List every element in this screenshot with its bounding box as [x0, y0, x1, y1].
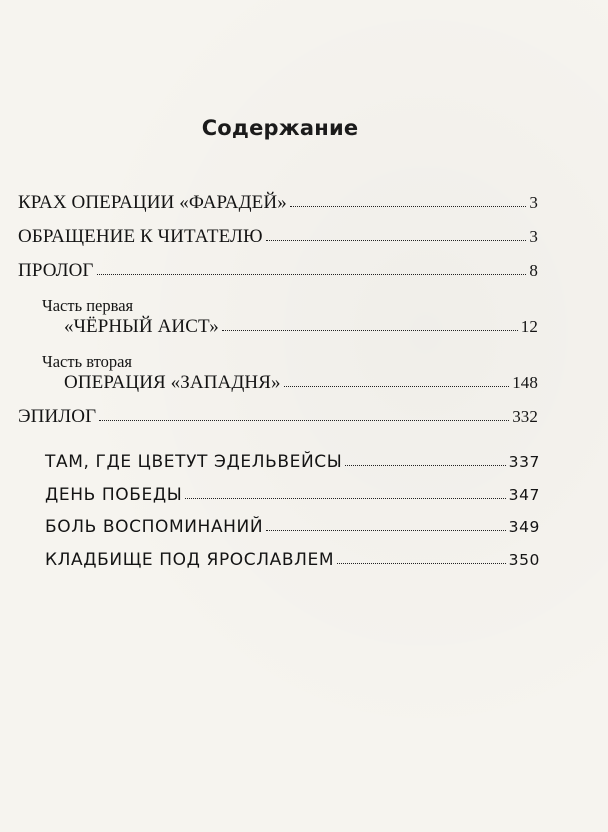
toc-entry-page: 349: [508, 518, 540, 536]
toc-entry-title: БОЛЬ ВОСПОМИНАНИЙ: [45, 517, 264, 537]
toc-entry-page: 347: [508, 486, 540, 504]
toc-entry[interactable]: [45, 452, 540, 472]
toc-entry-page: 3: [529, 193, 538, 212]
toc-entry[interactable]: [64, 372, 538, 394]
part-label: Часть вторая: [42, 352, 133, 371]
toc-entry-page: 8: [529, 261, 538, 280]
toc-entry[interactable]: [45, 485, 540, 505]
toc-entry[interactable]: [18, 226, 538, 248]
dot-leader: [345, 464, 505, 466]
toc-entry-page: 148: [512, 373, 538, 392]
toc-entry-title: ОПЕРАЦИЯ «ЗАПАДНЯ»: [64, 372, 281, 393]
page-title: Содержание: [201, 116, 359, 140]
toc-entry[interactable]: [45, 550, 540, 570]
toc-entry-title: ДЕНЬ ПОБЕДЫ: [45, 485, 183, 505]
toc-entry[interactable]: [45, 517, 540, 537]
dot-leader: [222, 329, 518, 331]
toc-entry-page: 332: [512, 407, 538, 426]
toc-entry-title: ТАМ, ГДЕ ЦВЕТУТ ЭДЕЛЬВЕЙСЫ: [45, 452, 343, 472]
toc-entry[interactable]: [64, 316, 538, 338]
toc-entry-page: 337: [508, 453, 540, 471]
toc-entry[interactable]: [18, 406, 538, 428]
toc-entry-title: ОБРАЩЕНИЕ К ЧИТАТЕЛЮ: [18, 226, 263, 247]
toc-entry-title: КЛАДБИЩЕ ПОД ЯРОСЛАВЛЕМ: [45, 550, 335, 570]
toc-entry-page: 3: [529, 227, 538, 246]
dot-leader: [337, 562, 505, 564]
toc-entry[interactable]: [18, 192, 538, 214]
part-label: Часть первая: [42, 296, 134, 315]
dot-leader: [290, 205, 527, 207]
dot-leader: [99, 419, 509, 421]
dot-leader: [284, 385, 510, 387]
toc-entry-title: КРАХ ОПЕРАЦИИ «ФАРАДЕЙ»: [18, 192, 287, 213]
toc-entry-page: 350: [508, 551, 540, 569]
dot-leader: [185, 497, 505, 499]
dot-leader: [266, 239, 527, 241]
toc-entry-page: 12: [520, 317, 538, 336]
dot-leader: [266, 529, 505, 531]
toc-entry-title: ПРОЛОГ: [18, 260, 94, 281]
toc-entry-title: «ЧЁРНЫЙ АИСТ»: [64, 316, 219, 337]
dot-leader: [97, 273, 527, 275]
toc-entry-title: ЭПИЛОГ: [18, 406, 97, 427]
toc-entry[interactable]: [18, 260, 538, 282]
